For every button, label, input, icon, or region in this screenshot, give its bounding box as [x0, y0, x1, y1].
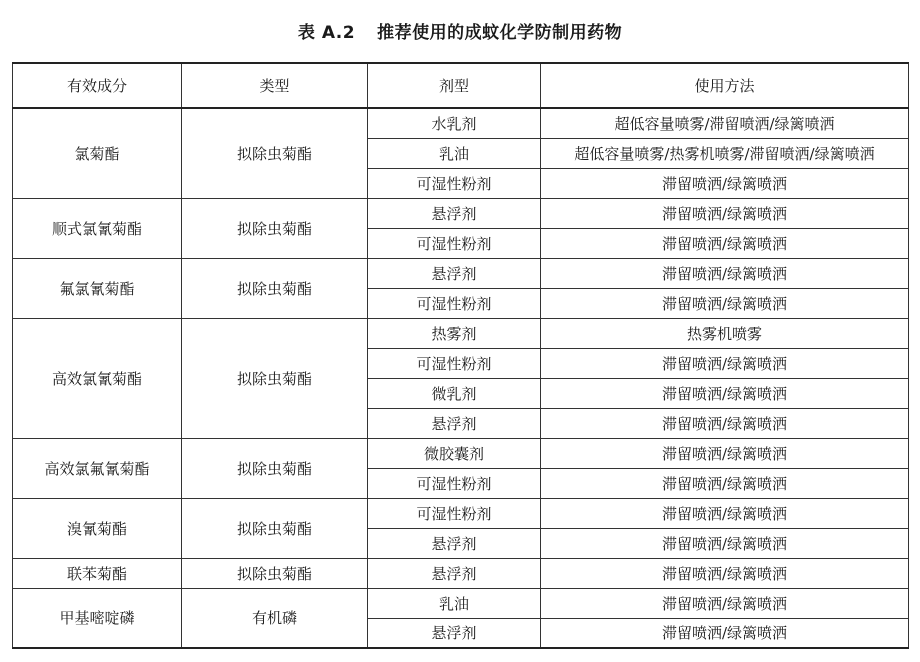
method-cell: 滞留喷洒/绿篱喷洒: [541, 288, 909, 318]
table-row: [13, 588, 909, 618]
table-row: [13, 438, 909, 468]
type-cell: 拟除虫菊酯: [182, 258, 368, 318]
ingredient-cell: 溴氰菊酯: [13, 498, 182, 558]
ingredient-cell: 高效氯氟氰菊酯: [13, 438, 182, 498]
formulation-cell: 乳油: [368, 138, 541, 168]
table-title: [0, 18, 920, 43]
formulation-cell: 热雾剂: [368, 318, 541, 348]
formulation-cell: 可湿性粉剂: [368, 168, 541, 198]
table-caption: 推荐使用的成蚊化学防制用药物: [377, 23, 623, 43]
formulation-cell: 可湿性粉剂: [368, 288, 541, 318]
method-cell: 滞留喷洒/绿篱喷洒: [541, 198, 909, 228]
method-cell: 滞留喷洒/绿篱喷洒: [541, 408, 909, 438]
formulation-cell: 悬浮剂: [368, 558, 541, 588]
table-row: [13, 558, 909, 588]
table-row: [13, 198, 909, 228]
ingredient-cell: 氟氯氰菊酯: [13, 258, 182, 318]
formulation-cell: 水乳剂: [368, 108, 541, 138]
type-cell: 拟除虫菊酯: [182, 438, 368, 498]
header-row: [13, 63, 909, 108]
type-cell: 拟除虫菊酯: [182, 108, 368, 198]
method-cell: 滞留喷洒/绿篱喷洒: [541, 468, 909, 498]
formulation-cell: 微乳剂: [368, 378, 541, 408]
method-cell: 滞留喷洒/绿篱喷洒: [541, 348, 909, 378]
table-row: [13, 318, 909, 348]
formulation-cell: 悬浮剂: [368, 258, 541, 288]
formulation-cell: 乳油: [368, 588, 541, 618]
type-cell: 拟除虫菊酯: [182, 198, 368, 258]
table-body: [13, 108, 909, 648]
ingredient-cell: 高效氯氰菊酯: [13, 318, 182, 438]
type-cell: 拟除虫菊酯: [182, 318, 368, 438]
formulation-cell: 悬浮剂: [368, 618, 541, 648]
pesticide-table: [12, 62, 909, 649]
method-cell: 超低容量喷雾/热雾机喷雾/滞留喷洒/绿篱喷洒: [541, 138, 909, 168]
method-cell: 滞留喷洒/绿篱喷洒: [541, 258, 909, 288]
formulation-cell: 可湿性粉剂: [368, 468, 541, 498]
method-cell: 滞留喷洒/绿篱喷洒: [541, 498, 909, 528]
type-cell: 有机磷: [182, 588, 368, 648]
method-cell: 滞留喷洒/绿篱喷洒: [541, 378, 909, 408]
header-formulation: 剂型: [368, 63, 541, 108]
method-cell: 热雾机喷雾: [541, 318, 909, 348]
type-cell: 拟除虫菊酯: [182, 558, 368, 588]
table-row: [13, 108, 909, 138]
table-row: [13, 498, 909, 528]
type-cell: 拟除虫菊酯: [182, 498, 368, 558]
ingredient-cell: 甲基嘧啶磷: [13, 588, 182, 648]
header-method: 使用方法: [541, 63, 909, 108]
ingredient-cell: 氯菊酯: [13, 108, 182, 198]
formulation-cell: 微胶囊剂: [368, 438, 541, 468]
formulation-cell: 悬浮剂: [368, 198, 541, 228]
header-type: 类型: [182, 63, 368, 108]
table-row: [13, 258, 909, 288]
method-cell: 滞留喷洒/绿篱喷洒: [541, 588, 909, 618]
method-cell: 滞留喷洒/绿篱喷洒: [541, 528, 909, 558]
formulation-cell: 悬浮剂: [368, 408, 541, 438]
formulation-cell: 悬浮剂: [368, 528, 541, 558]
header-ingredient: 有效成分: [13, 63, 182, 108]
method-cell: 滞留喷洒/绿篱喷洒: [541, 618, 909, 648]
ingredient-cell: 联苯菊酯: [13, 558, 182, 588]
method-cell: 超低容量喷雾/滞留喷洒/绿篱喷洒: [541, 108, 909, 138]
formulation-cell: 可湿性粉剂: [368, 228, 541, 258]
method-cell: 滞留喷洒/绿篱喷洒: [541, 228, 909, 258]
method-cell: 滞留喷洒/绿篱喷洒: [541, 558, 909, 588]
formulation-cell: 可湿性粉剂: [368, 348, 541, 378]
method-cell: 滞留喷洒/绿篱喷洒: [541, 168, 909, 198]
formulation-cell: 可湿性粉剂: [368, 498, 541, 528]
table-number: 表 A.2: [297, 23, 356, 43]
method-cell: 滞留喷洒/绿篱喷洒: [541, 438, 909, 468]
ingredient-cell: 顺式氯氰菊酯: [13, 198, 182, 258]
